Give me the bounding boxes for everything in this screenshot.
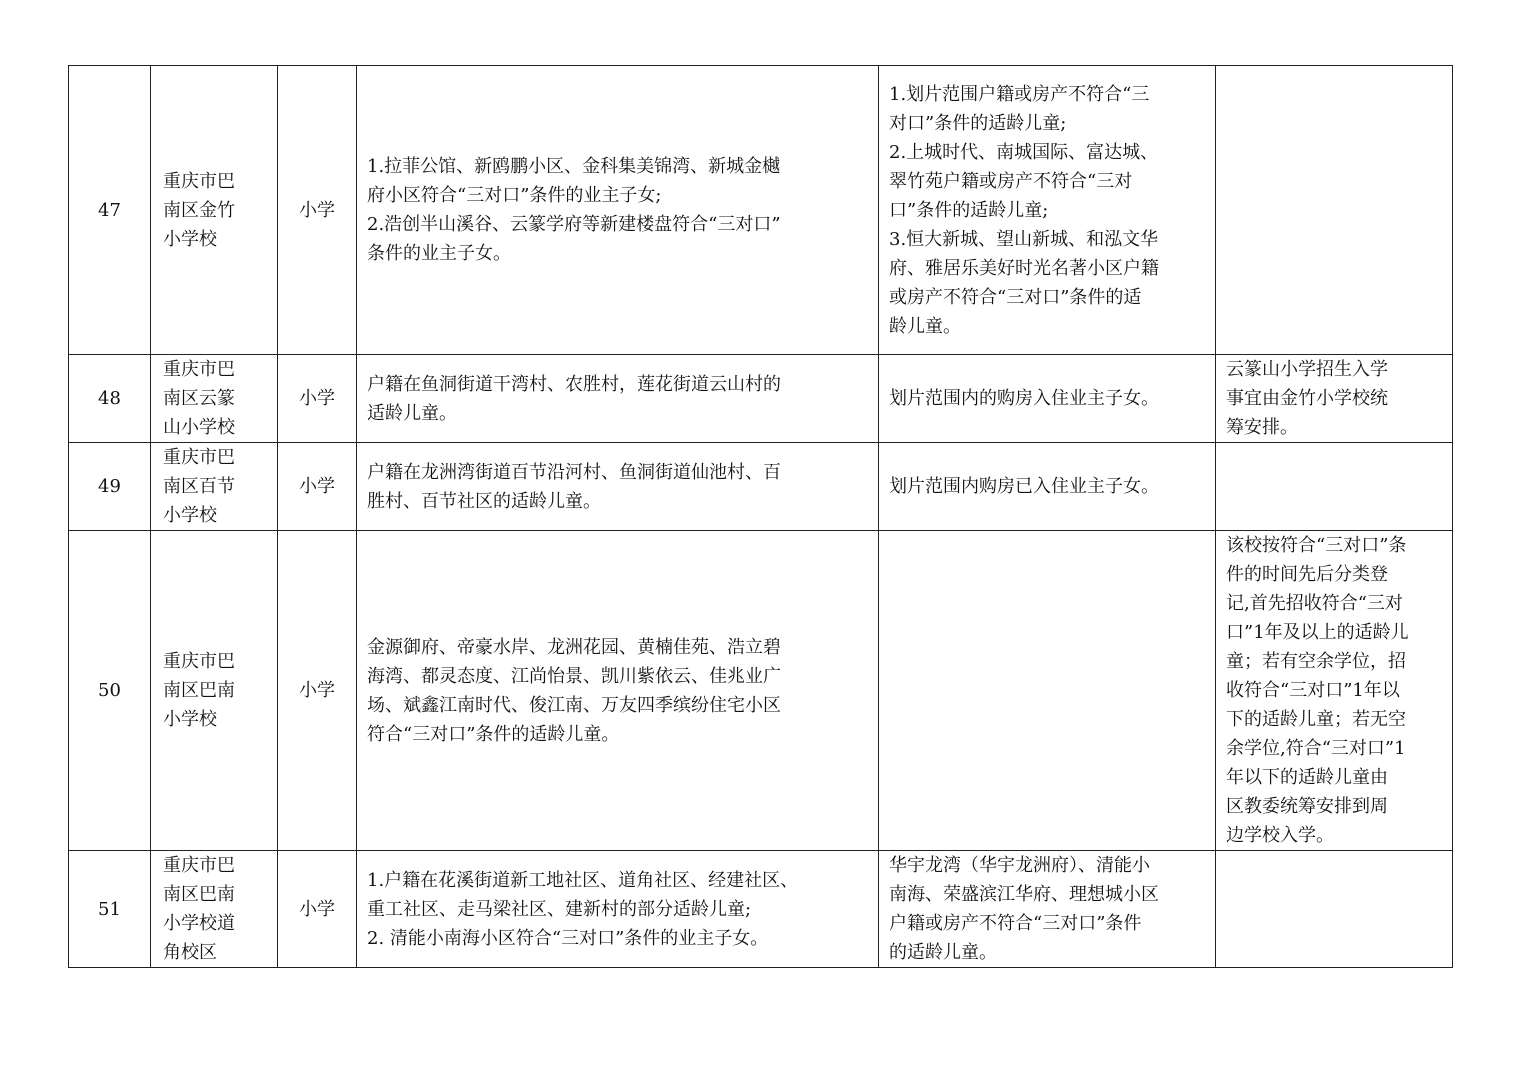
text-line: 云篆山小学招生入学 <box>1226 359 1388 380</box>
school-type: 小学 <box>278 355 357 443</box>
text-line: 或房产不符合“三对口”条件的适 <box>889 286 1142 308</box>
text-line: 区教委统筹安排到周 <box>1226 796 1388 817</box>
text-line: 2. 清能小南海小区符合“三对口”条件的业主子女。 <box>367 927 769 949</box>
text-line: 对口”条件的适龄儿童; <box>889 112 1067 134</box>
table-row <box>69 851 1453 968</box>
school-name-line: 重庆市巴 <box>163 170 235 192</box>
school-name-line: 南区金竹 <box>163 199 235 221</box>
school-name-line: 山小学校 <box>163 417 235 438</box>
text-line: 下的适龄儿童；若无空 <box>1226 709 1406 730</box>
school-name-line: 重庆市巴 <box>163 359 235 380</box>
text-line: 条件的业主子女。 <box>367 243 511 264</box>
text-line: 胜村、百节社区的适龄儿童。 <box>367 490 601 512</box>
school-name <box>151 851 278 968</box>
text-line: 1.户籍在花溪街道新工地社区、道角社区、经建社区、 <box>367 869 799 891</box>
primary-enrollment-scope <box>357 851 879 968</box>
secondary-enrollment-scope <box>879 443 1216 531</box>
remarks <box>1216 443 1453 531</box>
admission-table <box>68 65 1453 968</box>
table-row <box>69 66 1453 355</box>
row-number: 49 <box>69 443 151 531</box>
row-number: 51 <box>69 851 151 968</box>
text-line: 的适龄儿童。 <box>889 942 997 963</box>
text-line: 边学校入学。 <box>1226 825 1334 846</box>
table-row <box>69 531 1453 851</box>
school-name <box>151 443 278 531</box>
school-name-line: 小学校 <box>163 709 217 730</box>
text-line: 余学位,符合“三对口”1 <box>1226 738 1406 759</box>
text-line: 南海、荣盛滨江华府、理想城小区 <box>889 884 1159 905</box>
text-line: 重工社区、走马梁社区、建新村的部分适龄儿童; <box>367 898 752 920</box>
text-line: 事宜由金竹小学校统 <box>1226 388 1388 409</box>
school-name-line: 重庆市巴 <box>163 447 235 468</box>
text-line: 龄儿童。 <box>889 315 961 337</box>
school-type: 小学 <box>278 531 357 851</box>
text-line: 收符合“三对口”1年以 <box>1226 680 1400 701</box>
text-line: 口”条件的适龄儿童; <box>889 199 1049 221</box>
school-type: 小学 <box>278 443 357 531</box>
secondary-enrollment-scope <box>879 66 1216 355</box>
school-name <box>151 531 278 851</box>
school-name-line: 重庆市巴 <box>163 651 235 672</box>
remarks <box>1216 66 1453 355</box>
text-line: 府、雅居乐美好时光名著小区户籍 <box>889 257 1159 279</box>
school-name-line: 小学校道 <box>163 913 235 934</box>
row-number: 48 <box>69 355 151 443</box>
text-line: 华宇龙湾（华宇龙洲府）、清能小 <box>889 855 1150 876</box>
table-row <box>69 355 1453 443</box>
text-line: 童；若有空余学位，招 <box>1226 651 1406 672</box>
primary-enrollment-scope <box>357 355 879 443</box>
text-line: 户籍或房产不符合“三对口”条件 <box>889 913 1142 934</box>
text-line: 该校按符合“三对口”条 <box>1226 535 1407 556</box>
primary-enrollment-scope <box>357 66 879 355</box>
table-row <box>69 443 1453 531</box>
text-line: 记,首先招收符合“三对 <box>1226 593 1403 614</box>
text-line: 2.浩创半山溪谷、云篆学府等新建楼盘符合“三对口” <box>367 214 781 235</box>
row-number: 47 <box>69 66 151 355</box>
text-line: 2.上城时代、南城国际、富达城、 <box>889 141 1159 163</box>
school-name <box>151 355 278 443</box>
text-line: 金源御府、帝豪水岸、龙洲花园、黄楠佳苑、浩立碧 <box>367 636 781 658</box>
text-line: 1.划片范围户籍或房产不符合“三 <box>889 83 1150 105</box>
school-name-line: 角校区 <box>163 942 217 963</box>
text-line: 划片范围内购房已入住业主子女。 <box>889 476 1159 497</box>
school-name-line: 南区百节 <box>163 476 235 497</box>
secondary-enrollment-scope <box>879 851 1216 968</box>
text-line: 海湾、都灵态度、江尚怡景、凯川紫依云、佳兆业广 <box>367 665 781 687</box>
secondary-enrollment-scope <box>879 355 1216 443</box>
secondary-enrollment-scope <box>879 531 1216 851</box>
school-name <box>151 66 278 355</box>
text-line: 3.恒大新城、望山新城、和泓文华 <box>889 228 1159 250</box>
school-name-line: 南区云篆 <box>163 388 235 409</box>
school-name-line: 南区巴南 <box>163 680 235 701</box>
remarks <box>1216 531 1453 851</box>
school-name-line: 小学校 <box>163 228 217 250</box>
school-type: 小学 <box>278 851 357 968</box>
text-line: 件的时间先后分类登 <box>1226 564 1388 585</box>
school-name-line: 南区巴南 <box>163 884 235 905</box>
school-name-line: 小学校 <box>163 505 217 526</box>
text-line: 筹安排。 <box>1226 417 1298 438</box>
text-line: 府小区符合“三对口”条件的业主子女; <box>367 185 662 206</box>
text-line: 户籍在龙洲湾街道百节沿河村、鱼洞街道仙池村、百 <box>367 461 781 483</box>
text-line: 符合“三对口”条件的适龄儿童。 <box>367 723 620 745</box>
primary-enrollment-scope <box>357 531 879 851</box>
text-line: 年以下的适龄儿童由 <box>1226 767 1388 788</box>
remarks <box>1216 355 1453 443</box>
text-line: 场、斌鑫江南时代、俊江南、万友四季缤纷住宅小区 <box>367 694 781 716</box>
school-name-line: 重庆市巴 <box>163 855 235 876</box>
text-line: 适龄儿童。 <box>367 402 457 424</box>
row-number: 50 <box>69 531 151 851</box>
remarks <box>1216 851 1453 968</box>
text-line: 1.拉菲公馆、新鸥鹏小区、金科集美锦湾、新城金樾 <box>367 156 781 177</box>
primary-enrollment-scope <box>357 443 879 531</box>
text-line: 户籍在鱼洞街道干湾村、农胜村，莲花街道云山村的 <box>367 373 781 395</box>
text-line: 翠竹苑户籍或房产不符合“三对 <box>889 170 1133 192</box>
text-line: 口”1年及以上的适龄儿 <box>1226 622 1409 643</box>
text-line: 划片范围内的购房入住业主子女。 <box>889 388 1159 409</box>
school-type: 小学 <box>278 66 357 355</box>
